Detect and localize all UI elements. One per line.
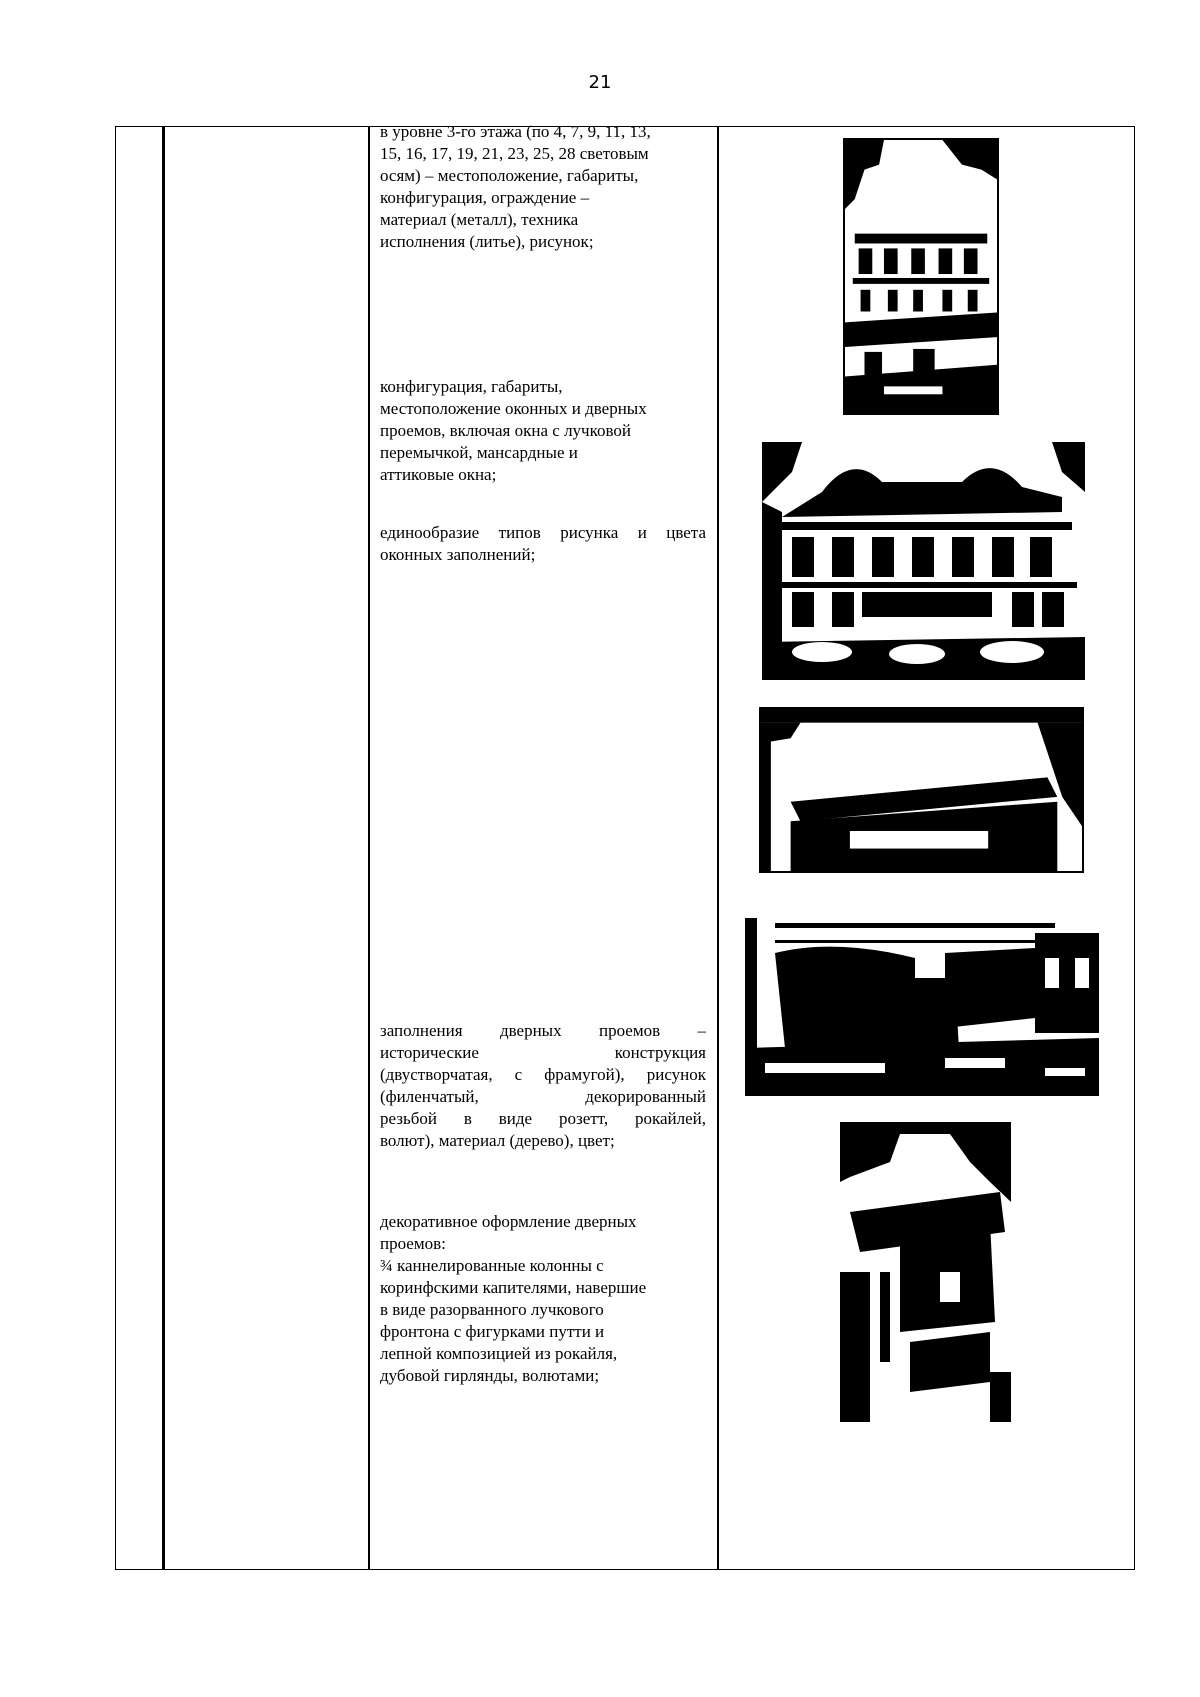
text-line: исполнения (литье), рисунок; bbox=[380, 232, 594, 251]
text-line: (двустворчатая, с фрамугой), рисунок bbox=[380, 1065, 706, 1084]
description-door-decoration bbox=[380, 1211, 706, 1387]
description-openings bbox=[380, 376, 706, 486]
text-line: аттиковые окна; bbox=[380, 465, 497, 484]
description-balconies bbox=[380, 121, 706, 253]
text-line: в уровне 3-го этажа (по 4, 7, 9, 11, 13, bbox=[380, 122, 651, 141]
text-line: заполнения дверных проемов – bbox=[380, 1021, 706, 1040]
text-line: декоративное оформление дверных bbox=[380, 1212, 637, 1231]
text-line: резьбой в виде розетт, рокайлей, bbox=[380, 1109, 706, 1128]
text-line: волют), материал (дерево), цвет; bbox=[380, 1131, 615, 1150]
text-line: 15, 16, 17, 19, 21, 23, 25, 28 световым bbox=[380, 144, 649, 163]
text-line: проемов, включая окна с лучковой bbox=[380, 421, 632, 440]
text-line: местоположение оконных и дверных bbox=[380, 399, 647, 418]
balcony-detail-photo bbox=[759, 707, 1084, 873]
description-door-fillings bbox=[380, 1020, 706, 1152]
balcony-photo bbox=[843, 138, 999, 415]
street-view-photo bbox=[745, 898, 1099, 1096]
text-line: фронтона с фигурками путти и bbox=[380, 1322, 605, 1341]
text-line: оконных заполнений; bbox=[380, 545, 536, 564]
text-line: перемычкой, мансардные и bbox=[380, 443, 578, 462]
text-line: исторические конструкция bbox=[380, 1043, 706, 1062]
text-line: осям) – местоположение, габариты, bbox=[380, 166, 639, 185]
text-line: конфигурация, габариты, bbox=[380, 377, 563, 396]
text-line: в виде разорванного лучкового bbox=[380, 1300, 604, 1319]
text-line: единообразие типов рисунка и цвета bbox=[380, 523, 706, 542]
text-line: материал (металл), техника bbox=[380, 210, 579, 229]
text-line: проемов: bbox=[380, 1234, 446, 1253]
entrance-portal-photo bbox=[840, 1122, 1011, 1422]
column-divider bbox=[162, 127, 165, 1569]
column-divider bbox=[368, 127, 370, 1569]
text-line: дубовой гирлянды, волютами; bbox=[380, 1366, 600, 1385]
description-window-fillings bbox=[380, 522, 706, 566]
text-line: лепной композицией из рокайля, bbox=[380, 1344, 618, 1363]
text-line: ¾ каннелированные колонны с bbox=[380, 1256, 604, 1275]
page-number: 21 bbox=[588, 72, 612, 93]
text-line: конфигурация, ограждение – bbox=[380, 188, 590, 207]
facade-photo bbox=[762, 442, 1085, 680]
column-divider bbox=[717, 127, 719, 1569]
text-line: (филенчатый, декорированный bbox=[380, 1087, 706, 1106]
text-line: коринфскими капителями, навершие bbox=[380, 1278, 647, 1297]
